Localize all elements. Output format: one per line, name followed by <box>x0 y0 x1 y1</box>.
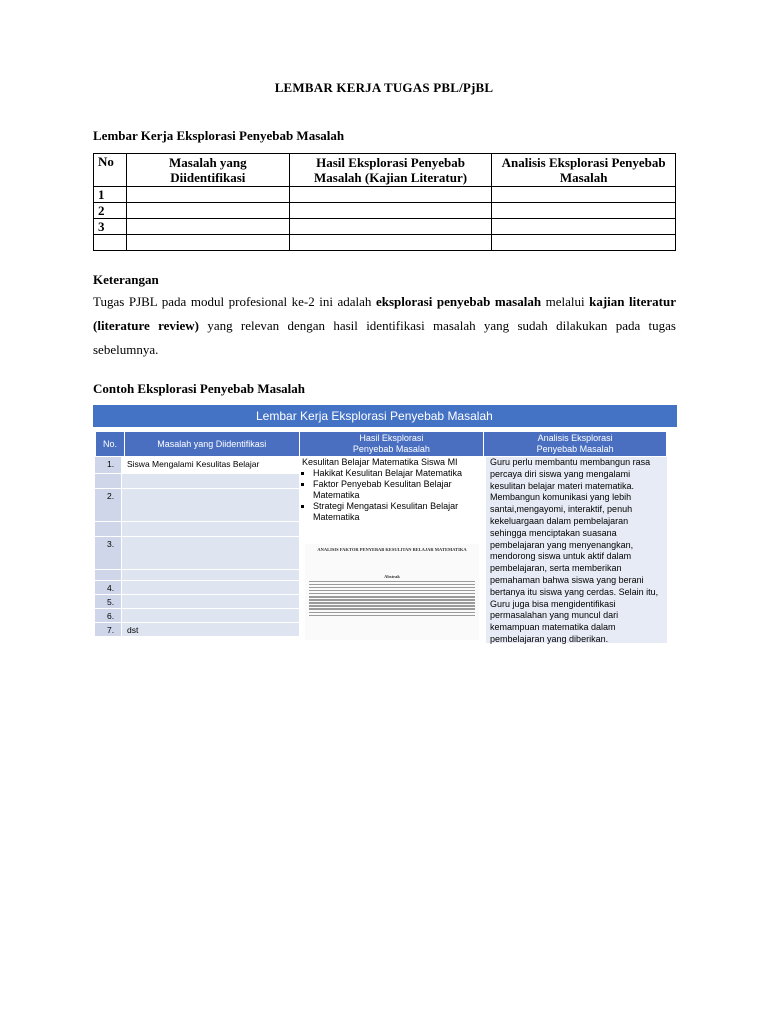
list-item: ▪ Faktor Penyebab Kesulitan Belajar Matematika <box>313 479 482 501</box>
example-table-row <box>95 570 299 581</box>
table-row <box>94 235 676 251</box>
example-table <box>95 431 667 457</box>
example-hasil-cell: Kesulitan Belajar Matematika Siswa MI ▪ Hakikat Kesulitan Belajar Matematika ▪ Faktor Penyebab Kesulitan Belajar Matematika ▪ Strategi Mengatasi Kesulitan Belajar Matematika ANALISIS FAKTOR PENYEBAB KESULITAN BELAJAR MATEMATIKA Abstrak <box>299 457 482 643</box>
example-table-row: 2. <box>95 489 299 522</box>
example-table-row <box>95 522 299 537</box>
keterangan-title: Keterangan <box>93 272 159 287</box>
example-col-hasil: Hasil Eksplorasi Penyebab Masalah <box>299 432 484 457</box>
table-row: 1 <box>94 187 676 203</box>
header-hasil: Hasil Eksplorasi Penyebab Masalah (Kajian Literatur) <box>289 154 492 187</box>
header-masalah: Masalah yang Diidentifikasi <box>126 154 289 187</box>
example-analisis-cell: Guru perlu membantu membangun rasa percaya diri siswa yang mengalami kesulitan belajar materi matematika. Membangun komunikasi yang lebih santai,mengayomi, interaktif, penuh kekeluargaan dalam pembelajaran sehingga menciptakan suasana pembelajaran yang menyenangkan, mendorong siswa untuk aktif dalam pembelajaran, serta memberikan pemahaman bahwa siswa yang berani bertanya itu siswa yang cerdas. Selain itu, Guru juga bisa mengidentifikasi permasalahan yang muncul dari kemampuan matematika dalam pembelajaran yang diberikan. <box>486 457 667 643</box>
header-analisis: Analisis Eksplorasi Penyebab Masalah <box>492 154 676 187</box>
table-row: 2 <box>94 203 676 219</box>
example-col-masalah: Masalah yang Diidentifikasi <box>124 432 299 457</box>
example-col-no: No. <box>96 432 125 457</box>
contoh-title: Contoh Eksplorasi Penyebab Masalah <box>93 381 306 396</box>
page-title: LEMBAR KERJA TUGAS PBL/PjBL <box>274 80 494 95</box>
example-table-row: 7. dst <box>95 623 299 637</box>
example-col-analisis: Analisis Eksplorasi Penyebab Masalah <box>484 432 667 457</box>
example-table-row: 1. Siswa Mengalami Kesulitas Belajar <box>95 457 299 474</box>
keterangan-paragraph: Tugas PJBL pada modul profesional ke-2 ini adalah eksplorasi penyebab masalah melalui kajian literatur (literature review) yang relevan dengan hasil identifikasi masalah yang sudah dilakukan pada tugas sebelumnya. <box>93 294 676 357</box>
worksheet-table <box>93 153 676 251</box>
example-table-row <box>95 474 299 489</box>
list-item: ▪ Hakikat Kesulitan Belajar Matematika <box>313 468 482 479</box>
example-table-row: 3. <box>95 537 299 570</box>
list-item: ▪ Strategi Mengatasi Kesulitan Belajar Matematika <box>313 501 482 523</box>
table-row: 3 <box>94 219 676 235</box>
example-table-row: 6. <box>95 609 299 623</box>
worksheet-subtitle: Lembar Kerja Eksplorasi Penyebab Masalah <box>93 128 345 143</box>
example-header: Lembar Kerja Eksplorasi Penyebab Masalah <box>93 405 677 427</box>
header-no: No <box>94 154 127 187</box>
example-table-row: 5. <box>95 595 299 609</box>
example-table-row: 4. <box>95 581 299 595</box>
journal-abstract-thumbnail: ANALISIS FAKTOR PENYEBAB KESULITAN BELAJAR MATEMATIKA Abstrak <box>305 544 479 640</box>
example-image <box>93 405 677 645</box>
example-rows <box>95 457 299 637</box>
